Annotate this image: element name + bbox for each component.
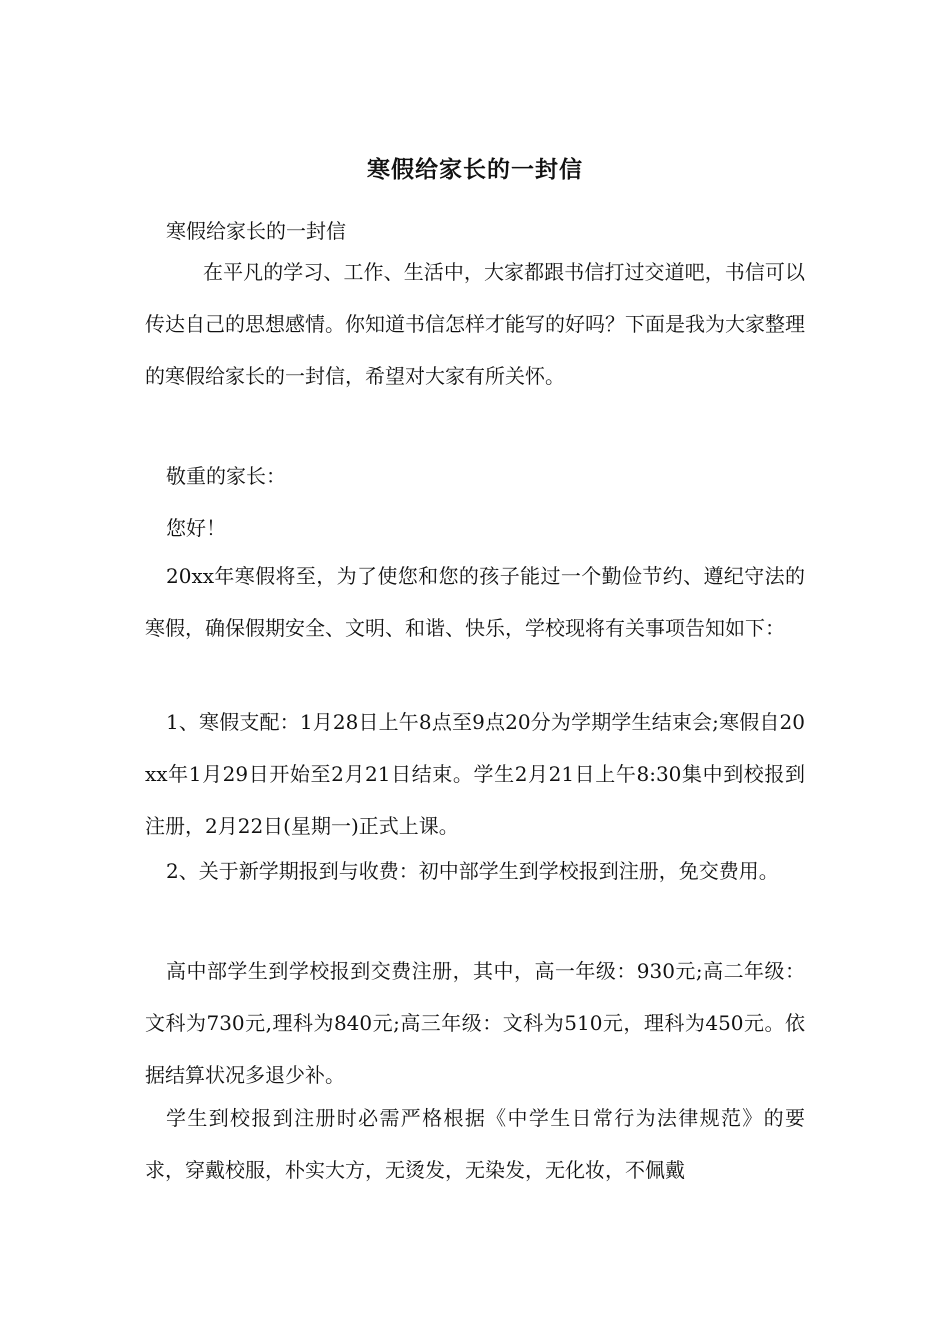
letter-salutation: 您好！ (166, 516, 226, 540)
paragraph-fees: 高中部学生到学校报到交费注册，其中，高一年级：930元;高二年级：文科为730元,理科为840元;高三年级：文科为510元，理科为450元。依据结算状况多退少补。 (145, 959, 805, 1087)
intro-paragraph: 在平凡的学习、工作、生活中，大家都跟书信打过交道吧，书信可以传达自己的思想感情。你知道书信怎样才能写的好吗？下面是我为大家整理的寒假给家长的一封信，希望对大家有所关怀。 (145, 260, 805, 388)
paragraph-notice: 20xx年寒假将至，为了使您和您的孩子能过一个勤俭节约、遵纪守法的寒假，确保假期安全、文明、和谐、快乐，学校现将有关事项告知如下： (145, 564, 805, 640)
letter-greeting: 敬重的家长： (166, 464, 286, 488)
paragraph-registration: 2、关于新学期报到与收费：初中部学生到学校报到注册，免交费用。 (166, 859, 779, 883)
paragraph-schedule: 1、寒假支配：1月28日上午8点至9点20分为学期学生结束会;寒假自20xx年1月29日开始至2月21日结束。学生2月21日上午8:30集中到校报到注册，2月22日(星期一)正式上课。 (145, 710, 805, 838)
document-subtitle: 寒假给家长的一封信 (166, 219, 346, 243)
document-title: 寒假给家长的一封信 (367, 156, 583, 183)
paragraph-conduct: 学生到校报到注册时必需严格根据《中学生日常行为法律规范》的要求，穿戴校服，朴实大方，无烫发，无染发，无化妆，不佩戴 (145, 1106, 805, 1182)
